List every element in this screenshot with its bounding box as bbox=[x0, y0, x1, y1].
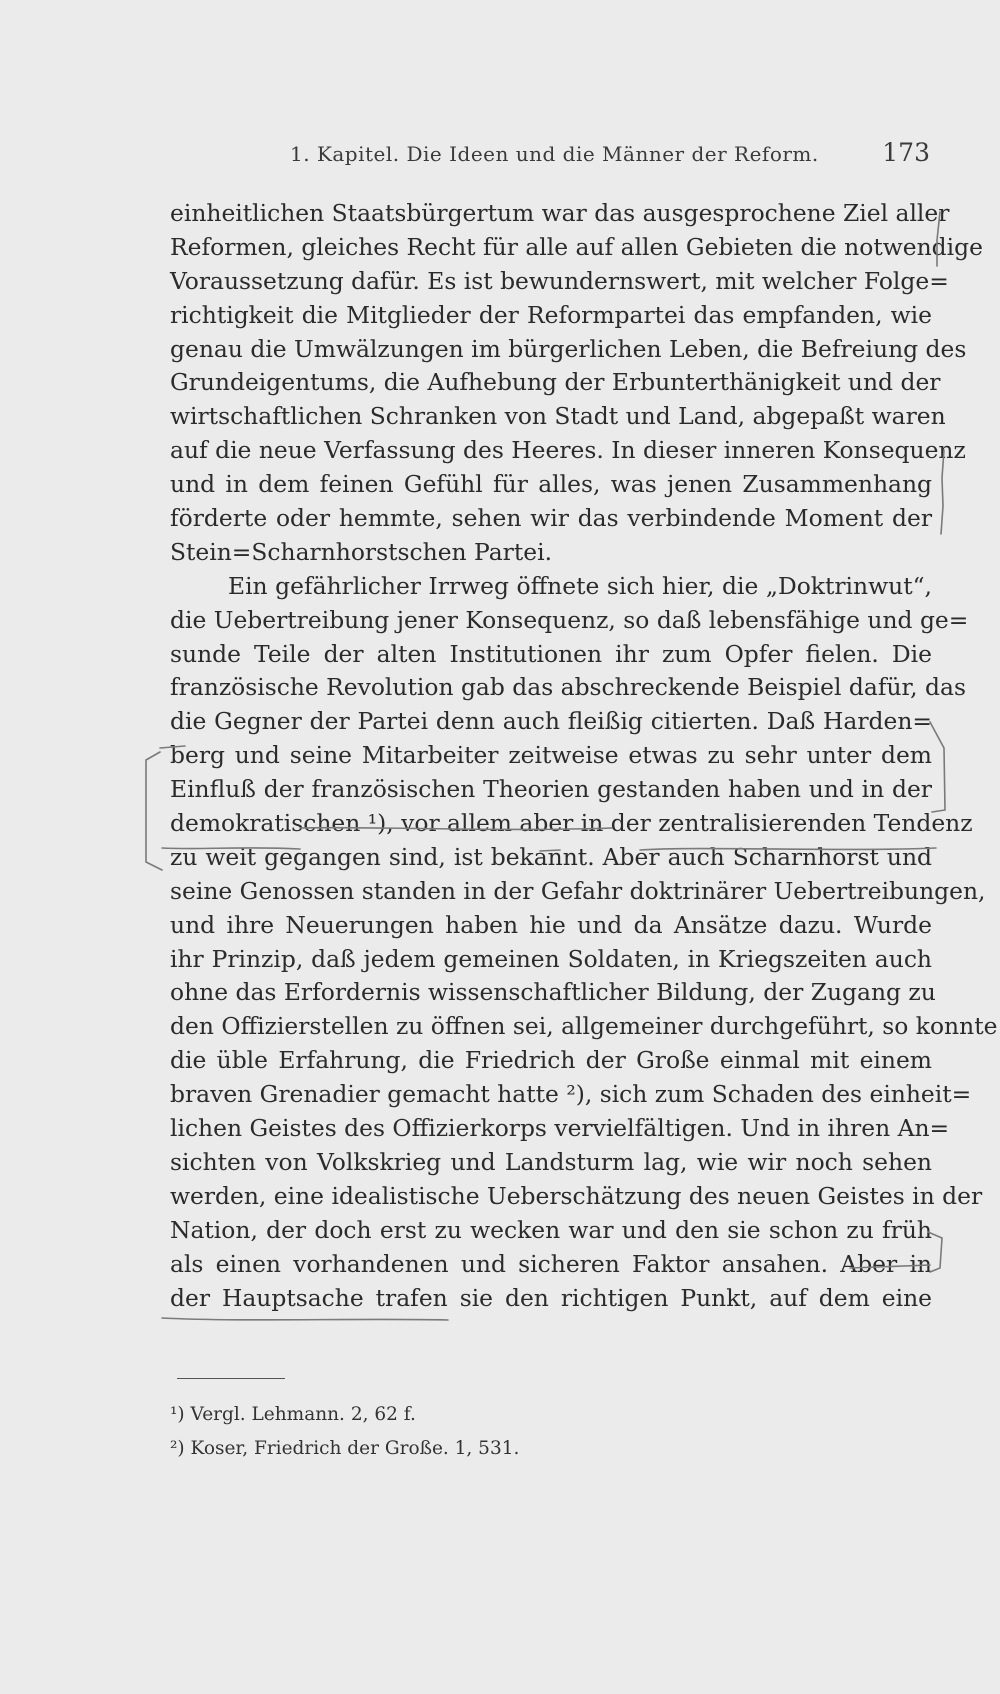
text-line: ihr Prinzip, daß jedem gemeinen Soldaten, in Kriegszeiten auch bbox=[170, 944, 932, 973]
running-title: 1. Kapitel. Die Ideen und die Männer der Reform. bbox=[290, 142, 819, 166]
text-line: richtigkeit die Mitglieder der Reformpartei das empfanden, wie bbox=[170, 300, 932, 329]
text-line: förderte oder hemmte, sehen wir das verbindende Moment der bbox=[170, 504, 932, 533]
text-line: werden, eine idealistische Ueberschätzung des neuen Geistes in der bbox=[170, 1181, 983, 1210]
underline-mark bbox=[162, 1318, 448, 1320]
text-line: seine Genossen standen in der Gefahr doktrinärer Uebertreibungen, bbox=[170, 876, 986, 905]
underline-mark bbox=[300, 828, 612, 830]
text-line: Grundeigentums, die Aufhebung der Erbunterthänigkeit und der bbox=[170, 368, 941, 397]
text-line: auf die neue Verfassung des Heeres. In dieser inneren Konsequenz bbox=[170, 436, 966, 465]
text-line: Reformen, gleiches Recht für alle auf allen Gebieten die notwendige bbox=[170, 232, 983, 261]
page-number: 173 bbox=[882, 138, 930, 167]
text-line: Voraussetzung dafür. Es ist bewundernswert, mit welcher Folge= bbox=[170, 266, 949, 295]
strike-mark bbox=[540, 850, 560, 851]
strike-mark bbox=[162, 848, 300, 849]
strike-mark bbox=[640, 848, 936, 850]
margin-mark bbox=[160, 746, 185, 748]
footnote-text: Vergl. Lehmann. 2, 62 f. bbox=[190, 1404, 416, 1425]
text-line: der Hauptsache trafen sie den richtigen Punkt, auf dem eine bbox=[170, 1283, 932, 1312]
text-line: Nation, der doch erst zu wecken war und den sie schon zu früh bbox=[170, 1215, 932, 1244]
text-line: demokratischen ¹), vor allem aber in der zentralisierenden Tendenz bbox=[170, 809, 973, 838]
text-line: als einen vorhandenen und sicheren Faktor ansahen. Aber in bbox=[170, 1249, 932, 1278]
text-line: berg und seine Mitarbeiter zeitweise etwas zu sehr unter dem bbox=[170, 741, 932, 770]
text-line: lichen Geistes des Offizierkorps vervielfältigen. Und in ihren An= bbox=[170, 1114, 950, 1143]
text-line: Einfluß der französischen Theorien gestanden haben und in der bbox=[170, 775, 932, 804]
text-line: die üble Erfahrung, die Friedrich der Große einmal mit einem bbox=[170, 1046, 932, 1075]
text-line: genau die Umwälzungen im bürgerlichen Leben, die Befreiung des bbox=[170, 334, 967, 363]
text-line: Stein=Scharnhorstschen Partei. bbox=[170, 537, 553, 566]
text-line: französische Revolution gab das abschreckende Beispiel dafür, das bbox=[170, 673, 966, 702]
text-line: ohne das Erfordernis wissenschaftlicher Bildung, der Zugang zu bbox=[170, 978, 936, 1007]
text-line: sunde Teile der alten Institutionen ihr zum Opfer fielen. Die bbox=[170, 639, 932, 668]
margin-mark bbox=[941, 450, 944, 534]
text-line: und ihre Neuerungen haben hie und da Ansätze dazu. Wurde bbox=[170, 910, 932, 939]
text-line: die Uebertreibung jener Konsequenz, so daß lebensfähige und ge= bbox=[170, 605, 969, 634]
text-line: braven Grenadier gemacht hatte ²), sich zum Schaden des einheit= bbox=[170, 1080, 972, 1109]
text-line: und in dem feinen Gefühl für alles, was jenen Zusammenhang bbox=[170, 470, 932, 499]
text-line: den Offizierstellen zu öffnen sei, allgemeiner durchgeführt, so konnte bbox=[170, 1012, 998, 1041]
footnote-mark: ²) bbox=[170, 1438, 185, 1459]
text-line: wirtschaftlichen Schranken von Stadt und Land, abgepaßt waren bbox=[170, 402, 946, 431]
strike-mark bbox=[850, 1265, 930, 1268]
margin-bracket bbox=[146, 752, 162, 870]
margin-mark bbox=[937, 212, 940, 266]
text-line: sichten von Volkskrieg und Landsturm lag, wie wir noch sehen bbox=[170, 1147, 932, 1176]
text-line: einheitlichen Staatsbürgertum war das ausgesprochene Ziel aller bbox=[170, 199, 950, 227]
text-line: Ein gefährlicher Irrweg öffnete sich hier, die „Doktrinwut“, bbox=[228, 571, 932, 600]
text-line: die Gegner der Partei denn auch fleißig citierten. Daß Harden= bbox=[170, 707, 932, 736]
text-line: zu weit gegangen sind, ist bekannt. Aber auch Scharnhorst und bbox=[170, 842, 932, 871]
margin-bracket bbox=[928, 1232, 942, 1272]
footnote-mark: ¹) bbox=[170, 1404, 185, 1425]
footnote-text: Koser, Friedrich der Große. 1, 531. bbox=[190, 1438, 520, 1459]
margin-bracket bbox=[930, 722, 945, 812]
